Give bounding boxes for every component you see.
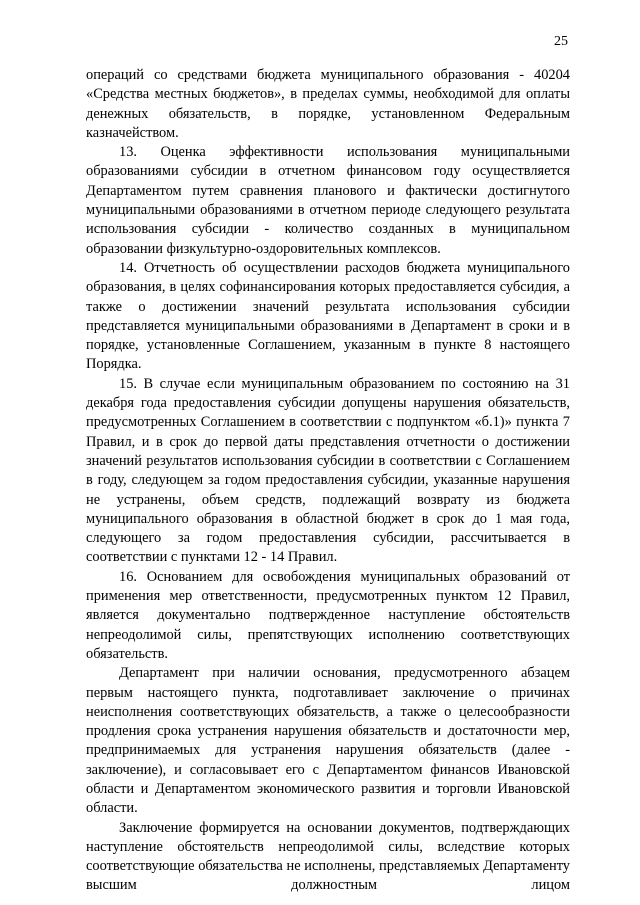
- document-body: [86, 66, 570, 896]
- paragraph-conclusion: Заключение формируется на основании документов, подтверждающих наступление обстоятельств непреодолимой силы, вследствие которых соответствующие обязательства не исполнены, представляемых Департаменту высшим должностным лицом: [86, 819, 570, 894]
- paragraph-14: 14. Отчетность об осуществлении расходов бюджета муниципального образования, в целях софинансирования которых предоставляется субсидия, а также о достижении значений результата использования субсидии представляется муниципальными образованиями в Департамент в сроки и в порядке, установленные Соглашением, указанным в пункте 8 настоящего Порядка.: [86, 259, 570, 373]
- page-number: 25: [554, 34, 568, 49]
- paragraph-16: 16. Основанием для освобождения муниципальных образований от применения мер ответственности, предусмотренных пунктом 12 Правил, является документально подтвержденное наступление обстоятельств непреодолимой силы, препятствующих исполнению соответствующих обязательств.: [86, 568, 570, 662]
- paragraph-15: 15. В случае если муниципальным образованием по состоянию на 31 декабря года предоставления субсидии допущены нарушения обязательств, предусмотренных Соглашением в соответствии с подпунктом «б.1)» пункта 7 Правил, и в срок до первой даты представления отчетности о достижении значений результатов использования субсидии в соответствии с Соглашением в году, следующем за годом предоставления субсидии, указанные нарушения не устранены, объем средств, подлежащий возврату из бюджета муниципального образования в областной бюджет в срок до 1 мая года, следующего за годом предоставления субсидии, рассчитывается в соответствии с пунктами 12 - 14 Правил.: [86, 375, 570, 566]
- paragraph-department: Департамент при наличии основания, предусмотренного абзацем первым настоящего пункта, подготавливает заключение о причинах неисполнения соответствующих обязательств, а также о целесообразности продления срока устранения нарушения обязательств и достаточности мер, предпринимаемых для устранения нарушения обязательств (далее - заключение), и согласовывает его с Департаментом финансов Ивановской области и Департаментом экономического развития и торговли Ивановской области.: [86, 665, 570, 817]
- paragraph-13: 13. Оценка эффективности использования муниципальными образованиями субсидии в отчетном финансовом году осуществляется Департаментом путем сравнения планового и фактически достигнутого муниципальными образованиями в отчетном периоде следующего результата использования субсидии - количество созданных в муниципальном образовании физкультурно-оздоровительных комплексов.: [86, 144, 570, 257]
- paragraph-continuation: операций со средствами бюджета муниципального образования - 40204 «Средства местных бюджетов», в пределах суммы, необходимой для оплаты денежных обязательств, в порядке, установленном Федеральным казначейством.: [86, 67, 570, 141]
